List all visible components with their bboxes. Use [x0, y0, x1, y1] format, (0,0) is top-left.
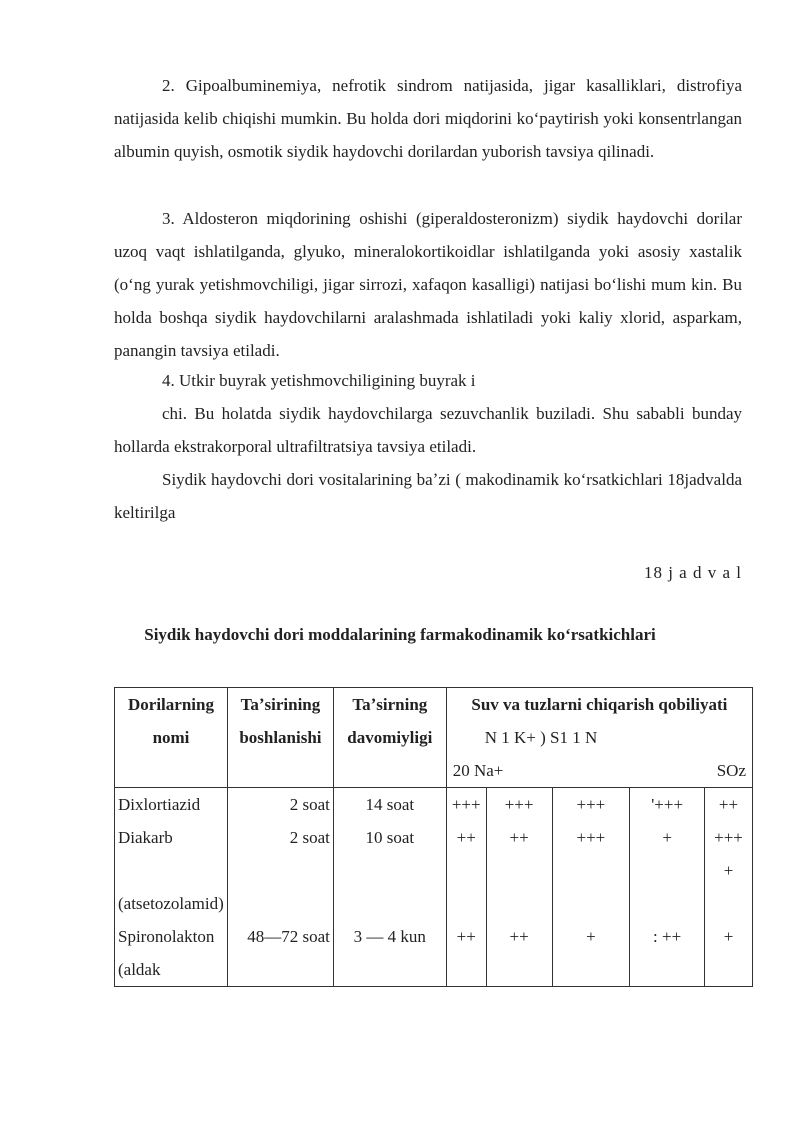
header-excretion-capacity: Suv va tuzlarni chiqarish qobiliyati: [446, 688, 752, 722]
paragraph-table-reference: Siydik haydovchi dori vositalarining baʼzi ( makodinamik koʻrsatkichlari 18jadvalda keltirilga: [114, 470, 742, 522]
cell-drug-name: (atsetozolamid): [115, 887, 228, 920]
cell-excretion-value: +++: [552, 788, 630, 822]
table-number: 18 j a d v a l: [643, 563, 742, 582]
paragraph-kidney-failure: 4. Utkir buyrak yetishmovchiligining buyrak i: [162, 371, 476, 390]
cell-excretion-value: [705, 887, 753, 920]
table-row: [115, 854, 753, 887]
cell-onset: 2 soat: [227, 821, 333, 854]
cell-excretion-value: +: [552, 920, 630, 987]
table-row: [115, 920, 753, 987]
cell-excretion-value: ++: [486, 821, 552, 854]
cell-excretion-value: +++: [705, 821, 753, 854]
cell-excretion-value: [486, 854, 552, 887]
cell-excretion-value: ++: [446, 920, 486, 987]
cell-excretion-value: '+++: [630, 788, 705, 822]
cell-drug-name: Diakarb: [115, 821, 228, 854]
table-title: Siydik haydovchi dori moddalarining farmakodinamik koʻrsatkichlari: [144, 625, 656, 644]
header-onset: Taʼsirining boshlanishi: [227, 688, 333, 788]
cell-excretion-value: [446, 854, 486, 887]
cell-duration: 10 soat: [333, 821, 446, 854]
subheader-line-2: [453, 754, 752, 787]
cell-excretion-value: [630, 887, 705, 920]
cell-excretion-value: ++: [486, 920, 552, 987]
cell-excretion-value: [446, 887, 486, 920]
cell-excretion-value: [552, 854, 630, 887]
cell-excretion-value: [630, 854, 705, 887]
cell-onset: [227, 887, 333, 920]
table-body: [115, 788, 753, 987]
table-row: [115, 887, 753, 920]
cell-onset: 48—72 soat: [227, 920, 333, 987]
table-row: [115, 788, 753, 822]
cell-duration: [333, 854, 446, 887]
header-duration: Taʼsirning davomiyligi: [333, 688, 446, 788]
paragraph-aldosterone: 3. Aldosteron miqdorining oshishi (giperaldosteronizm) siydik haydovchi dorilar uzoq vaqt ishlatilganda, glyuko, mineralokortikoidlar ishlatilganda yoki asosiy xastalik (oʻng yurak yetishmovchiligi, jigar sirrozi, xafaqon kasalligi) natijasi boʻlishi mum kin. Bu holda boshqa siydik haydovchilarni aralashmada ishlatiladi yoki kaliy xlorid, asparkam, panangin tavsiya etiladi.: [114, 209, 742, 360]
cell-duration: 14 soat: [333, 788, 446, 822]
cell-excretion-value: +: [705, 920, 753, 987]
cell-excretion-value: +: [630, 821, 705, 854]
cell-excretion-value: +++: [486, 788, 552, 822]
cell-onset: [227, 854, 333, 887]
cell-drug-name: [115, 854, 228, 887]
cell-excretion-value: [486, 887, 552, 920]
header-drug-name: Dorilarning nomi: [115, 688, 228, 788]
cell-excretion-value: : ++: [630, 920, 705, 987]
cell-excretion-value: ++: [446, 821, 486, 854]
subheader-right: SOz: [716, 761, 746, 780]
subheader-left: 20 Na+: [452, 761, 504, 780]
cell-excretion-value: ++: [705, 788, 753, 822]
cell-duration: [333, 887, 446, 920]
table-header-row: [115, 688, 753, 722]
cell-excretion-value: +++: [446, 788, 486, 822]
header-electrolytes: [446, 721, 752, 788]
paragraph-hypoalbuminemia: 2. Gipoalbuminemiya, nefrotik sindrom natijasida, jigar kasalliklari, distrofiya natijasida kelib chiqishi mumkin. Bu holda dori miqdorini koʻpaytirish yoki konsentrlangan albumin quyish, osmotik siydik haydovchi dorilardan yuborish tavsiya qilinadi.: [114, 76, 742, 161]
cell-drug-name: Dixlortiazid: [115, 788, 228, 822]
pharmacodynamics-table: [114, 687, 753, 987]
cell-excretion-value: +++: [552, 821, 630, 854]
cell-excretion-value: [552, 887, 630, 920]
cell-duration: 3 — 4 kun: [333, 920, 446, 987]
paragraph-ultrafiltration: chi. Bu holatda siydik haydovchilarga sezuvchanlik buziladi. Shu sababli bunday hollarda ekstrakorporal ultrafiltratsiya tavsiya etiladi.: [114, 404, 742, 456]
table-row: [115, 821, 753, 854]
subheader-line-1: N 1 K+ ) S1 1 N: [484, 728, 598, 747]
cell-excretion-value: +: [705, 854, 753, 887]
cell-onset: 2 soat: [227, 788, 333, 822]
cell-drug-name: Spironolakton (aldak: [115, 920, 228, 987]
